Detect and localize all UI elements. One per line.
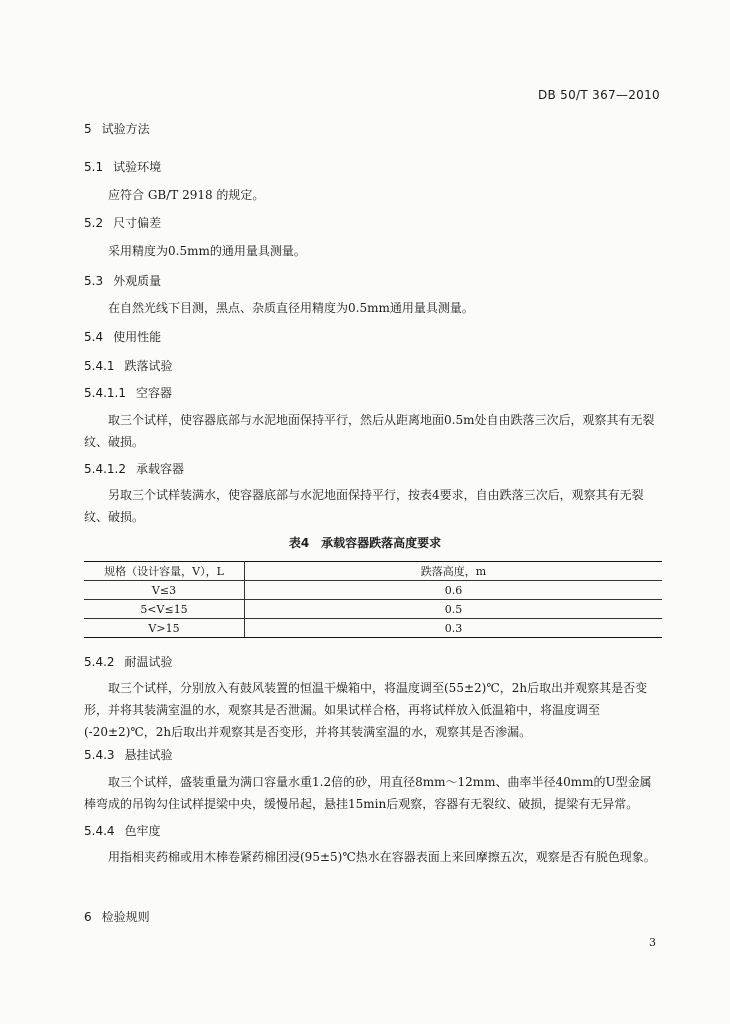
page-number: 3 <box>649 936 656 949</box>
section-5-4-3-body: 取三个试样，盛装重量为满口容量水重1.2倍的砂，用直径8mm～12mm、曲率半径40mm的U型金属棒弯成的吊钩勾住试样提梁中央，缓慢吊起，悬挂15min后观察，容器有无裂纹、破损，提梁有无异常。 <box>84 775 652 811</box>
table-cell-height: 0.5 <box>245 600 663 619</box>
section-5-4-2-body: 取三个试样，分别放入有鼓风装置的恒温干燥箱中，将温度调至(55±2)℃，2h后取出并观察其是否变形，并将其装满室温的水，观察其是否泄漏。如果试样合格，再将试样放入低温箱中，将温度调至(-20±2)℃，2h后取出并观察其是否变形，并将其装满室温的水，观察其是否渗漏。 <box>84 681 648 739</box>
section-5-4-1-2-heading: 5.4.1.2 承载容器 <box>84 462 184 476</box>
section-5-4-4-heading: 5.4.4 色牢度 <box>84 824 161 838</box>
section-5-4-4-body: 用指相夹药棉或用木棒卷紧药棉团浸(95±5)℃热水在容器表面上来回摩擦五次，观察是否有脱色现象。 <box>108 850 656 864</box>
section-5-4-3-heading: 5.4.3 悬挂试验 <box>84 748 173 762</box>
section-5-4-2-heading: 5.4.2 耐温试验 <box>84 655 173 669</box>
table-row <box>84 600 662 619</box>
table-header-height: 跌落高度，m <box>245 562 663 581</box>
section-5-4-1-heading: 5.4.1 跌落试验 <box>84 359 173 373</box>
section-5-3-heading: 5.3 外观质量 <box>84 274 162 288</box>
section-5-2-body: 采用精度为0.5mm的通用量具测量。 <box>108 244 306 258</box>
table-header-spec: 规格（设计容量，V），L <box>84 562 245 581</box>
table-4 <box>84 561 662 638</box>
section-5-1-heading: 5.1 试验环境 <box>84 160 162 174</box>
table-row <box>84 581 662 600</box>
section-5-heading: 5 试验方法 <box>84 122 150 136</box>
section-5-4-heading: 5.4 使用性能 <box>84 330 162 344</box>
section-5-2-heading: 5.2 尺寸偏差 <box>84 216 162 230</box>
table-cell-spec: V>15 <box>84 619 245 638</box>
table-4-caption: 表4 承载容器跌落高度要求 <box>288 536 442 550</box>
table-header-row <box>84 562 662 581</box>
section-5-1-body: 应符合 GB/T 2918 的规定。 <box>108 188 265 202</box>
table-cell-spec: 5<V≤15 <box>84 600 245 619</box>
section-5-4-1-1-body: 取三个试样，使容器底部与水泥地面保持平行，然后从距离地面0.5m处自由跌落三次后，观察其有无裂纹、破损。 <box>84 413 655 449</box>
table-cell-height: 0.6 <box>245 581 663 600</box>
section-6-heading: 6 检验规则 <box>84 910 150 924</box>
section-5-3-body: 在自然光线下目测，黑点、杂质直径用精度为0.5mm通用量具测量。 <box>108 301 474 315</box>
document-header-code: DB 50/T 367—2010 <box>538 88 660 102</box>
table-cell-spec: V≤3 <box>84 581 245 600</box>
table-row <box>84 619 662 638</box>
table-cell-height: 0.3 <box>245 619 663 638</box>
section-5-4-1-2-body: 另取三个试样装满水，使容器底部与水泥地面保持平行，按表4要求，自由跌落三次后，观察其有无裂纹、破损。 <box>84 488 644 524</box>
section-5-4-1-1-heading: 5.4.1.1 空容器 <box>84 386 172 400</box>
